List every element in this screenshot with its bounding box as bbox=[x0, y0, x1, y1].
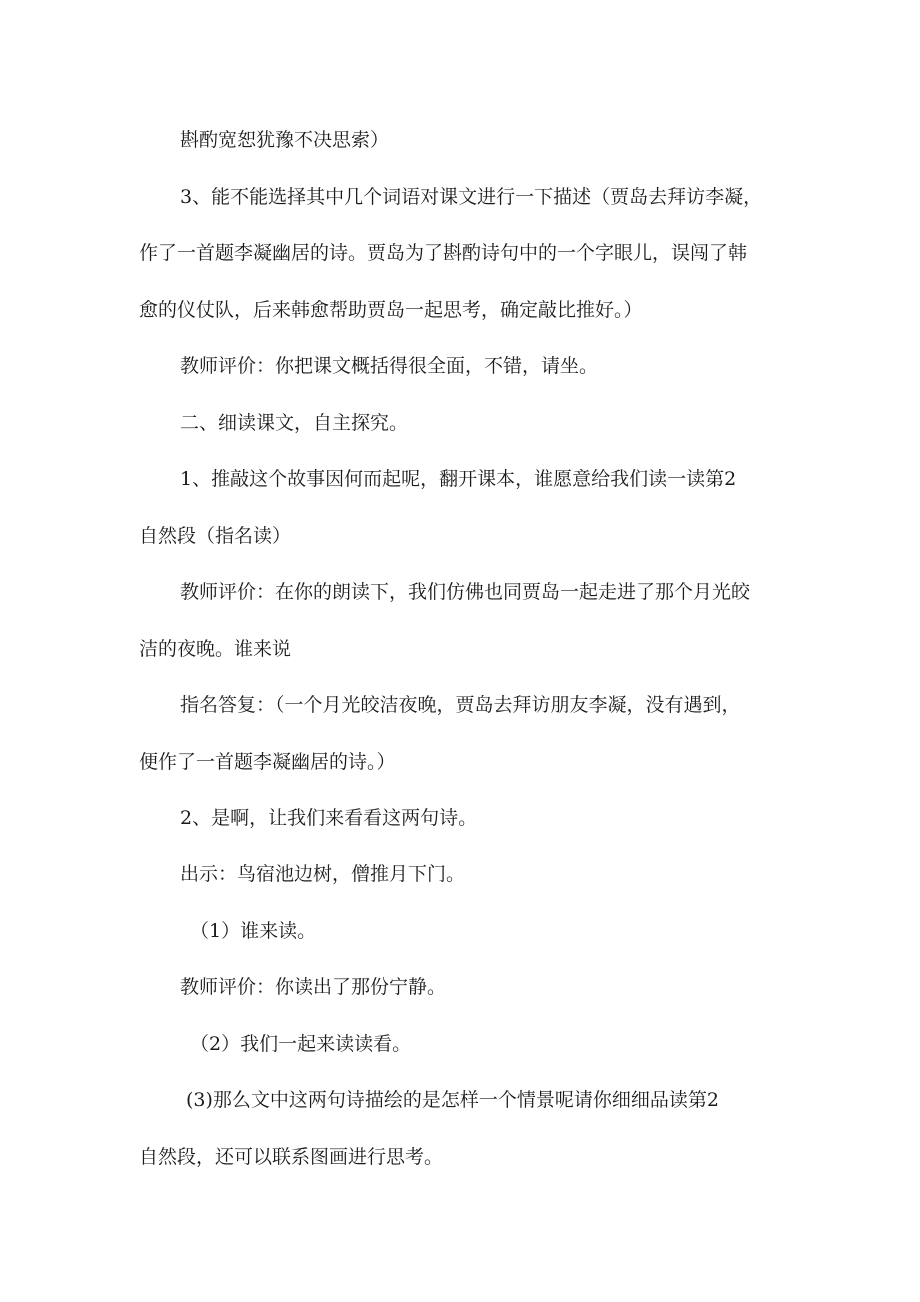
text-line-8: 自然段（指名读） bbox=[139, 525, 292, 547]
text-line-2: 3、能不能选择其中几个词语对课文进行一下描述（贾岛去拜访李凝， bbox=[180, 186, 763, 208]
text-line-12: 便作了一首题李凝幽居的诗。） bbox=[139, 751, 396, 773]
text-line-10: 洁的夜晚。谁来说 bbox=[139, 638, 292, 660]
text-line-11: 指名答复：（一个月光皎洁夜晚，贾岛去拜访朋友李凝，没有遇到， bbox=[180, 694, 741, 716]
text-line-1: 斟酌宽恕犹豫不决思索） bbox=[180, 129, 390, 151]
text-line-3: 作了一首题李凝幽居的诗。贾岛为了斟酌诗句中的一个字眼儿，误闯了韩 bbox=[139, 242, 748, 264]
text-line-19: 自然段，还可以联系图画进行思考。 bbox=[139, 1146, 444, 1168]
text-line-17: （2）我们一起来读读看。 bbox=[190, 1033, 412, 1055]
text-line-9: 教师评价：在你的朗读下，我们仿佛也同贾岛一起走进了那个月光皎 bbox=[180, 581, 751, 603]
text-line-16: 教师评价：你读出了那份宁静。 bbox=[180, 976, 447, 998]
text-line-15: （1）谁来读。 bbox=[190, 920, 317, 942]
poem-display-line: 出示：鸟宿池边树，僧推月下门。 bbox=[180, 863, 466, 885]
section-heading: 二、细读课文，自主探究。 bbox=[180, 412, 409, 434]
text-line-18: (3)那么文中这两句诗描绘的是怎样一个情景呢请你细细品读第2 bbox=[186, 1089, 720, 1111]
text-line-4: 愈的仪仗队，后来韩愈帮助贾岛一起思考，确定敲比推好。） bbox=[139, 299, 643, 321]
text-line-5: 教师评价：你把课文概括得很全面，不错，请坐。 bbox=[180, 355, 599, 377]
text-line-13: 2、是啊，让我们来看看这两句诗。 bbox=[180, 807, 478, 829]
text-line-7: 1、推敲这个故事因何而起呢，翻开课本，谁愿意给我们读一读第2 bbox=[180, 468, 737, 490]
